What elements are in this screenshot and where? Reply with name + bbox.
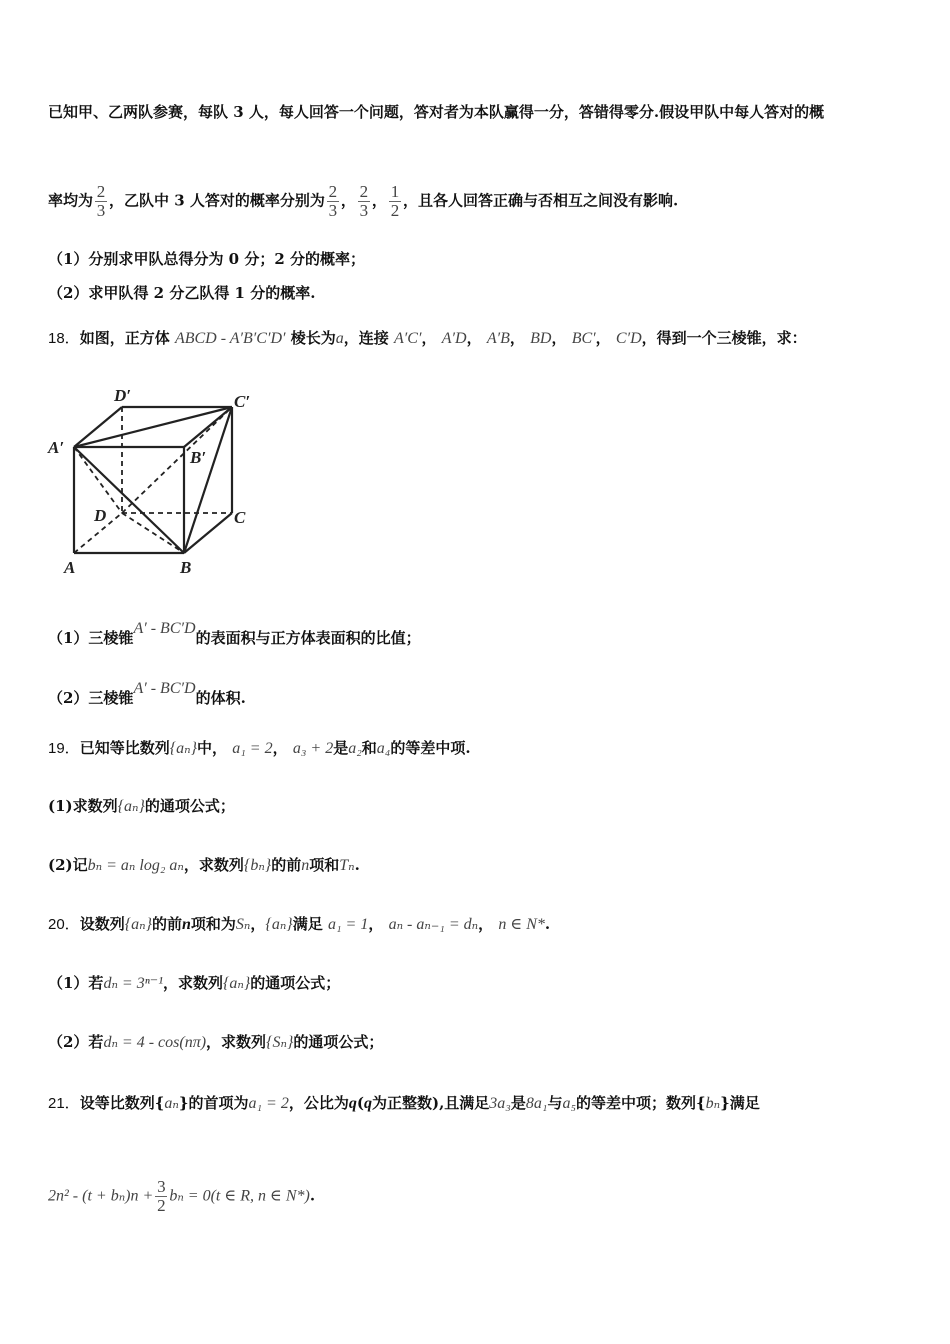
comma: ，: [250, 915, 266, 933]
label-Dp: D′: [114, 386, 132, 405]
math: a₂: [348, 740, 362, 757]
math: aₙ - aₙ₋₁ = dₙ: [388, 916, 479, 933]
math: n: [182, 916, 191, 933]
text: ，求数列: [206, 1033, 267, 1051]
math: Sₙ: [235, 916, 251, 933]
text: （2）若: [48, 1033, 104, 1051]
text: 的通项公式；: [144, 797, 235, 815]
problem-number: 19．: [48, 740, 80, 757]
p20-q1: [48, 973, 340, 994]
math: Tₙ: [339, 857, 355, 874]
comma: ，: [551, 329, 567, 347]
comma: ，: [478, 915, 494, 933]
text: 项和为: [190, 915, 236, 933]
text: 的前: [151, 915, 182, 933]
p17-q2: （2）求甲队得 2 分乙队得 1 分的概率.: [48, 284, 316, 302]
text: ，公比为: [288, 1094, 349, 1112]
text: 率均为: [48, 191, 94, 210]
math: bₙ = aₙ log₂ aₙ: [87, 857, 184, 874]
text: 的等差中项.: [390, 739, 471, 757]
math: 3a₃: [489, 1095, 511, 1112]
math: A′ - BC′D: [133, 680, 196, 697]
text: 的通项公式；: [250, 974, 341, 992]
problem-number: 18．: [48, 330, 80, 347]
text: }的首项为: [178, 1094, 249, 1112]
math: A′C′: [394, 330, 422, 347]
text: (2)记: [48, 856, 88, 874]
math: a₁ = 1: [327, 916, 369, 933]
math: BC′: [571, 330, 596, 347]
text: ，求数列: [183, 856, 244, 874]
math: ABCD - A′B′C′D′: [174, 330, 286, 347]
text: （2）三棱锥: [48, 689, 134, 707]
p18-q1: [48, 619, 421, 648]
p18-q2: [48, 679, 246, 708]
label-Ap: A′: [48, 438, 65, 457]
p21-equation: [48, 1178, 315, 1215]
math: {bₙ}: [243, 857, 272, 874]
label-D: D: [94, 506, 107, 525]
math: 8a₁: [525, 1095, 548, 1112]
math: 2n² - (t + bₙ)n +: [48, 1187, 154, 1205]
text: 是: [333, 739, 349, 757]
math: dₙ = 4 - cos(nπ): [103, 1034, 207, 1051]
text: 已知等比数列: [79, 739, 170, 757]
comma: ，: [272, 739, 288, 757]
text: .: [544, 915, 551, 933]
p21-stem: [48, 1093, 760, 1114]
label-Cp: C′: [234, 392, 251, 411]
math: A′B: [486, 330, 510, 347]
math: n ∈ N*: [498, 916, 545, 933]
text: 的表面积与正方体表面积的比值；: [195, 629, 421, 647]
label-Bp: B′: [190, 448, 207, 467]
text: ，乙队中 3 人答对的概率分别为: [109, 191, 325, 210]
math: a: [335, 330, 344, 347]
text: }满足: [720, 1094, 760, 1112]
math: C′D: [615, 330, 642, 347]
math: A′ - BC′D: [133, 620, 196, 637]
math: dₙ = 3ⁿ⁻¹: [103, 975, 163, 992]
math: q: [363, 1095, 372, 1112]
p17-line1: 已知甲、乙两队参赛，每队 3 人，每人回答一个问题，答对者为本队赢得一分，答错得零分.假设甲队中每人答对的概: [48, 103, 825, 121]
text: （1）三棱锥: [48, 629, 134, 647]
text: （1）若: [48, 974, 104, 992]
p19-q1: [48, 796, 235, 817]
math: {aₙ}: [117, 798, 145, 815]
text: 和: [361, 739, 377, 757]
text: 如图，正方体: [79, 329, 170, 347]
math: bₙ = 0(t ∈ R, n ∈ N*): [169, 1187, 310, 1205]
math: {aₙ}: [124, 916, 152, 933]
comma: ，: [340, 191, 356, 210]
comma: ，: [466, 329, 482, 347]
math: BD: [530, 330, 552, 347]
label-A: A: [64, 558, 76, 577]
math: a₃ + 2: [292, 740, 334, 757]
text: ，连接: [343, 329, 389, 347]
math: aₙ: [164, 1095, 179, 1112]
text: 的前: [271, 856, 302, 874]
p18-stem: [48, 328, 807, 349]
fraction: $\frac{3}{2}$: [157, 1177, 166, 1215]
math: bₙ: [705, 1095, 721, 1112]
label-B: B: [180, 558, 192, 577]
math: q: [348, 1095, 357, 1112]
p20-q2: [48, 1032, 383, 1053]
p17-q1: （1）分别求甲队总得分为 0 分；2 分的概率；: [48, 250, 365, 268]
comma: ，: [421, 329, 437, 347]
fraction: $\frac{1}{2}$: [390, 182, 400, 220]
math: {aₙ}: [265, 916, 293, 933]
math: A′D: [441, 330, 467, 347]
text: 棱长为: [290, 329, 336, 347]
fraction: $\frac{2}{3}$: [359, 182, 369, 220]
math: a₄: [376, 740, 391, 757]
text: (1)求数列: [48, 797, 118, 815]
text: 的体积.: [195, 689, 246, 707]
text: .: [354, 856, 360, 874]
comma: ，: [368, 915, 384, 933]
problem-number: 21．: [48, 1095, 80, 1112]
text: 项和: [309, 856, 340, 874]
cube-figure: [44, 385, 264, 580]
text: .: [309, 1186, 316, 1205]
text: ，求数列: [163, 974, 224, 992]
p19-stem: [48, 738, 471, 759]
fraction: $\frac{2}{3}$: [96, 182, 106, 220]
math: {aₙ}: [169, 740, 197, 757]
math: a₁ = 2: [232, 740, 273, 757]
text: 中，: [196, 739, 227, 757]
label-C: C: [234, 508, 246, 527]
text: 的等差中项；数列{: [576, 1094, 706, 1112]
math: a₁ = 2: [248, 1095, 289, 1112]
p20-stem: [48, 914, 550, 935]
comma: ，: [509, 329, 525, 347]
math: {aₙ}: [223, 975, 251, 992]
comma: ，: [371, 191, 387, 210]
text: 为正整数),且满足: [371, 1094, 490, 1112]
math: {Sₙ}: [266, 1034, 294, 1051]
text: ，且各人回答正确与否相互之间没有影响.: [402, 191, 679, 210]
p19-q2: [48, 855, 360, 876]
text: 与: [547, 1094, 563, 1112]
comma: ，: [595, 329, 611, 347]
p17-line2: [48, 183, 678, 220]
text: ，得到一个三棱锥，求：: [641, 329, 807, 347]
fraction: $\frac{2}{3}$: [328, 182, 338, 220]
text: 是: [510, 1094, 526, 1112]
math: n: [301, 857, 310, 874]
text: 的通项公式；: [293, 1033, 384, 1051]
math: a₅: [562, 1095, 577, 1112]
problem-number: 20．: [48, 916, 80, 933]
text: 满足: [292, 915, 323, 933]
text: (: [356, 1094, 364, 1112]
text: 设等比数列{: [79, 1094, 165, 1112]
text: 设数列: [79, 915, 125, 933]
